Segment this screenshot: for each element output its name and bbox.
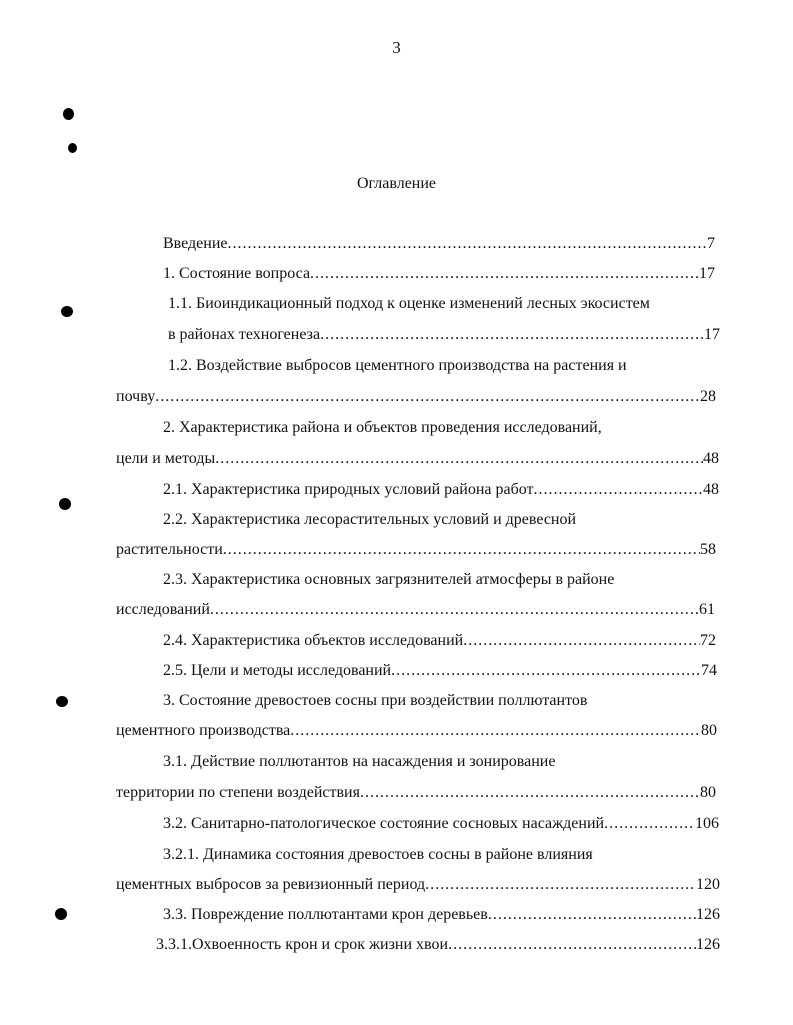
leader-dots <box>210 600 699 620</box>
toc-entry-page: 48 <box>703 450 719 467</box>
toc-entry-3-3-1[interactable] <box>156 935 720 955</box>
toc-entry-page: 126 <box>696 906 720 923</box>
toc-entry-3-2[interactable] <box>163 814 719 834</box>
toc-entry-page: 126 <box>696 936 720 953</box>
page-number: 3 <box>392 38 401 57</box>
toc-entry-3-2-1-line2[interactable] <box>116 875 720 895</box>
leader-dots <box>155 387 700 407</box>
leader-dots <box>320 325 704 345</box>
leader-dots <box>360 783 700 803</box>
toc-entry-page: 58 <box>700 541 716 558</box>
scan-mark <box>63 108 74 120</box>
toc-entry-page: 7 <box>707 235 715 252</box>
toc-entry-page: 74 <box>701 662 717 679</box>
scan-mark <box>56 696 68 707</box>
toc-entry-label: цементного производства <box>116 722 291 739</box>
leader-dots <box>310 264 699 284</box>
leader-dots <box>534 480 704 500</box>
toc-entry-2-1[interactable] <box>163 480 719 500</box>
toc-entry-3-1-line2[interactable] <box>116 783 716 803</box>
toc-entry-label: 3.3.1.Охвоенность крон и срок жизни хвои <box>156 936 449 953</box>
toc-entry-label: 3.3. Повреждение поллютантами крон деревьев <box>163 906 488 923</box>
toc-title: Оглавление <box>356 175 437 192</box>
toc-entry-page: 72 <box>700 632 716 649</box>
toc-entry-label: 2.5. Цели и методы исследований <box>163 662 392 679</box>
toc-entry-page: 61 <box>699 601 715 618</box>
toc-entry-page: 80 <box>701 722 717 739</box>
toc-entry-2-3-line1[interactable]: 2.3. Характеристика основных загрязнителей атмосферы в районе <box>163 571 615 588</box>
leader-dots <box>391 661 701 681</box>
toc-entry-label: растительности <box>116 541 223 558</box>
toc-entry-2-2-line1[interactable]: 2.2. Характеристика лесорастительных условий и древесной <box>163 511 577 528</box>
leader-dots <box>215 449 703 469</box>
leader-dots <box>463 631 700 651</box>
toc-entry-label: территории по степени воздействия <box>116 784 360 801</box>
toc-entry-3-3[interactable] <box>163 905 720 925</box>
scan-mark <box>59 498 71 510</box>
toc-entry-page: 17 <box>699 265 715 282</box>
leader-dots <box>448 935 696 955</box>
toc-entry-page: 17 <box>704 326 720 343</box>
toc-entry-3-1-line1[interactable]: 3.1. Действие поллютантов на насаждения и зонирование <box>163 753 556 770</box>
toc-entry-page: 120 <box>696 876 720 893</box>
scan-mark <box>55 908 67 920</box>
toc-entry-2-4[interactable] <box>163 631 716 651</box>
toc-entry-page: 80 <box>700 784 716 801</box>
toc-entry-label: в районах техногенеза <box>168 326 321 343</box>
toc-entry-chapter-3-line2[interactable] <box>116 721 717 741</box>
toc-entry-page: 106 <box>695 815 719 832</box>
toc-entry-1-1-line1[interactable]: 1.1. Биоиндикационный подход к оценке изменений лесных экосистем <box>168 295 650 312</box>
toc-entry-chapter-1[interactable] <box>163 264 715 284</box>
toc-entry-3-2-1-line1[interactable]: 3.2.1. Динамика состояния древостоев сосны в районе влияния <box>163 846 593 863</box>
toc-entry-label: почву <box>116 388 156 405</box>
scan-mark <box>61 306 73 317</box>
leader-dots <box>228 234 708 254</box>
leader-dots <box>604 814 695 834</box>
toc-entry-chapter-2-line2[interactable] <box>116 449 719 469</box>
toc-entry-chapter-3-line1[interactable]: 3. Состояние древостоев сосны при воздействии поллютантов <box>163 692 588 709</box>
toc-entry-1-1-line2[interactable] <box>168 325 720 345</box>
leader-dots <box>290 721 701 741</box>
toc-entry-label: Введение <box>163 235 228 252</box>
toc-entry-2-3-line2[interactable] <box>116 600 715 620</box>
toc-entry-label: 3.2. Санитарно-патологическое состояние сосновых насаждений <box>163 815 605 832</box>
toc-entry-label: цементных выбросов за ревизионный период <box>116 876 426 893</box>
toc-entry-label: 1. Состояние вопроса <box>163 265 311 282</box>
toc-entry-2-2-line2[interactable] <box>116 540 716 560</box>
leader-dots <box>223 540 700 560</box>
toc-entry-2-5[interactable] <box>163 661 717 681</box>
toc-entry-label: цели и методы <box>116 450 216 467</box>
scan-mark <box>68 143 77 153</box>
toc-entry-page: 28 <box>700 388 716 405</box>
toc-entry-label: 2.4. Характеристика объектов исследований <box>163 632 464 649</box>
toc-entry-introduction[interactable] <box>163 234 715 254</box>
leader-dots <box>488 905 696 925</box>
toc-entry-1-2-line1[interactable]: 1.2. Воздействие выбросов цементного производства на растения и <box>168 357 627 374</box>
toc-entry-chapter-2-line1[interactable]: 2. Характеристика района и объектов проведения исследований, <box>163 419 602 436</box>
toc-entry-label: 2.1. Характеристика природных условий района работ <box>163 481 534 498</box>
toc-entry-label: исследований <box>116 601 210 618</box>
toc-entry-1-2-line2[interactable] <box>116 387 716 407</box>
leader-dots <box>425 875 696 895</box>
toc-entry-page: 48 <box>703 481 719 498</box>
